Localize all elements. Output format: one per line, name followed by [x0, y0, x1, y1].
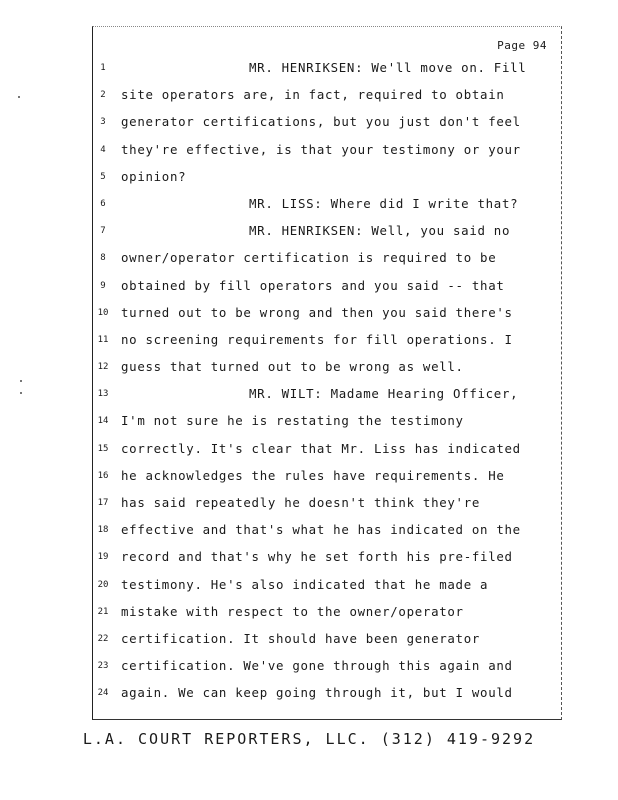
- line-text: correctly. It's clear that Mr. Liss has indicated: [121, 440, 521, 456]
- line-text: obtained by fill operators and you said -- that: [121, 277, 505, 293]
- transcript-lines: [93, 55, 561, 708]
- line-text: testimony. He's also indicated that he made a: [121, 576, 489, 592]
- transcript-line: [93, 354, 561, 381]
- line-text: MR. HENRIKSEN: Well, you said no: [249, 223, 511, 239]
- line-text: generator certifications, but you just don't feel: [121, 114, 521, 130]
- scan-speck: [20, 380, 22, 382]
- scan-speck: [20, 392, 22, 394]
- reporter-footer: L.A. COURT REPORTERS, LLC. (312) 419-9292: [82, 730, 536, 748]
- transcript-line: [93, 191, 561, 218]
- transcript-line: [93, 517, 561, 544]
- line-text: has said repeatedly he doesn't think they're: [121, 495, 481, 510]
- transcript-line: [93, 327, 561, 354]
- line-text: turned out to be wrong and then you said there's: [121, 304, 513, 320]
- line-number: 5: [100, 171, 106, 182]
- line-text: opinion?: [121, 168, 187, 184]
- line-text: MR. HENRIKSEN: We'll move on. Fill: [249, 60, 527, 75]
- transcript-line: [93, 55, 561, 82]
- line-text: certification. We've gone through this again and: [121, 658, 513, 674]
- scan-speck: [18, 96, 20, 98]
- transcript-line: [93, 626, 561, 653]
- line-text: they're effective, is that your testimony or your: [121, 141, 521, 157]
- line-number: 17: [97, 498, 109, 508]
- transcript-line: [93, 245, 561, 272]
- transcript-line: [93, 408, 561, 435]
- transcript-line: [93, 218, 561, 245]
- line-number: 19: [97, 552, 109, 563]
- line-number: 8: [100, 253, 106, 264]
- line-number: 24: [97, 688, 109, 699]
- line-text: effective and that's what he has indicated on the: [121, 522, 521, 538]
- line-number: 13: [97, 389, 109, 400]
- transcript-line: [93, 109, 561, 136]
- line-number: 4: [100, 144, 106, 155]
- line-number: 16: [97, 470, 109, 481]
- transcript-line: [93, 653, 561, 680]
- line-text: no screening requirements for fill operations. I: [121, 331, 513, 347]
- transcript-line: [93, 599, 561, 626]
- transcript-line: [93, 273, 561, 300]
- transcript-line: [93, 381, 561, 408]
- transcript-line: [93, 137, 561, 164]
- transcript-line: [93, 463, 561, 490]
- line-number: 11: [97, 334, 109, 345]
- line-number: 7: [100, 226, 106, 237]
- transcript-line: [93, 300, 561, 327]
- line-number: 15: [97, 443, 109, 454]
- transcript-line: [93, 544, 561, 571]
- line-text: certification. It should have been generator: [121, 630, 481, 646]
- line-text: mistake with respect to the owner/operator: [121, 603, 464, 619]
- page-number: Page 94: [497, 39, 547, 52]
- line-number: 20: [97, 579, 109, 590]
- line-text: guess that turned out to be wrong as well.: [121, 359, 464, 375]
- line-text: record and that's why he set forth his pre-filed: [121, 549, 513, 565]
- line-number: 18: [97, 525, 109, 536]
- line-text: MR. WILT: Madame Hearing Officer,: [249, 386, 519, 402]
- line-number: 23: [97, 661, 109, 672]
- line-text: site operators are, in fact, required to obtain: [121, 87, 505, 103]
- line-text: I'm not sure he is restating the testimony: [121, 413, 464, 429]
- transcript-line: [93, 436, 561, 463]
- transcript-line: [93, 572, 561, 599]
- line-number: 1: [100, 63, 106, 73]
- line-text: MR. LISS: Where did I write that?: [249, 195, 519, 211]
- line-text: again. We can keep going through it, but I would: [121, 685, 513, 701]
- transcript-line: [93, 164, 561, 191]
- line-number: 14: [97, 416, 109, 427]
- line-number: 12: [97, 362, 109, 373]
- transcript-line: [93, 490, 561, 517]
- line-text: he acknowledges the rules have requirements. He: [121, 467, 505, 483]
- line-text: owner/operator certification is required to be: [121, 250, 497, 266]
- transcript-line: [93, 82, 561, 109]
- transcript-line: [93, 680, 561, 707]
- line-number: 6: [100, 198, 106, 209]
- line-number: 2: [100, 90, 106, 101]
- line-number: 22: [97, 633, 109, 644]
- line-number: 21: [97, 606, 109, 617]
- line-number: 3: [100, 117, 106, 128]
- line-number: 9: [100, 280, 106, 291]
- line-number: 10: [97, 307, 109, 318]
- transcript-page: [92, 26, 562, 720]
